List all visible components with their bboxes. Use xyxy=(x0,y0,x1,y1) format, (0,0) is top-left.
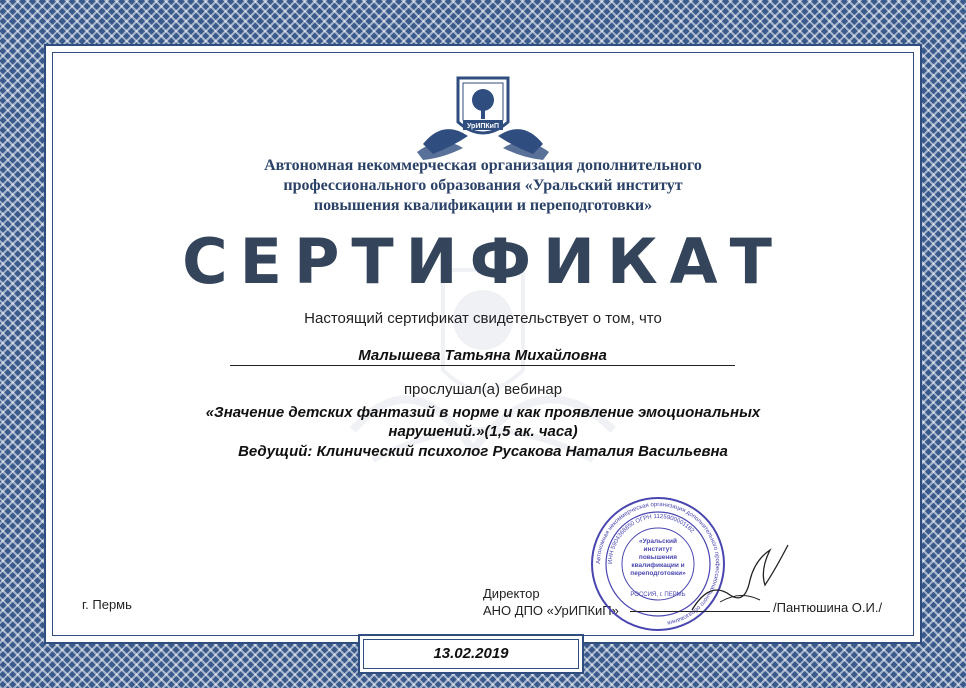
certifies-text: Настоящий сертификат свидетельствует о том, что xyxy=(304,310,662,327)
organization-line: повышения квалификации и переподготовки» xyxy=(313,197,653,214)
organization-line: профессионального образования «Уральский институт xyxy=(283,177,683,194)
organization-name xyxy=(180,156,786,216)
signature-line xyxy=(630,611,770,612)
listened-text: прослушал(а) вебинар xyxy=(403,381,563,398)
certificate-title: СЕРТИФИКАТ xyxy=(182,225,784,298)
stamp-bottom-text: РОССИЯ, г. ПЕРМЬ xyxy=(630,592,686,598)
webinar-title-line: нарушений.»(1,5 ак. часа) xyxy=(388,423,578,440)
webinar-title xyxy=(180,403,786,441)
director-title: Директор xyxy=(483,586,540,601)
stamp-center-text: «Уральский институт повышения квалификации и переподготовки» xyxy=(630,538,686,577)
stamp-ring-text: Автономная некоммерческая организация дополнительного профессионального образования xyxy=(595,501,721,626)
director-signature-name: /Пантюшина О.И./ xyxy=(773,600,883,615)
institute-logo xyxy=(413,74,553,160)
director-org: АНО ДПО «УрИПКиП» xyxy=(483,603,619,618)
organization-line: Автономная некоммерческая организация дополнительного xyxy=(264,157,702,174)
date-box xyxy=(358,634,584,674)
issue-date: 13.02.2019 xyxy=(363,639,579,669)
logo-text: УрИПКиП xyxy=(466,123,500,130)
city-label: г. Пермь xyxy=(82,597,132,612)
recipient-name: Малышева Татьяна Михайловна xyxy=(230,347,735,366)
stamp-id-text: ИНН 5904368850 ОГРН 1125900001182 xyxy=(607,513,695,565)
webinar-host: Ведущий: Клинический психолог Русакова Наталия Васильевна xyxy=(238,443,728,460)
webinar-title-line: «Значение детских фантазий в норме и как проявление эмоциональных xyxy=(205,404,761,421)
